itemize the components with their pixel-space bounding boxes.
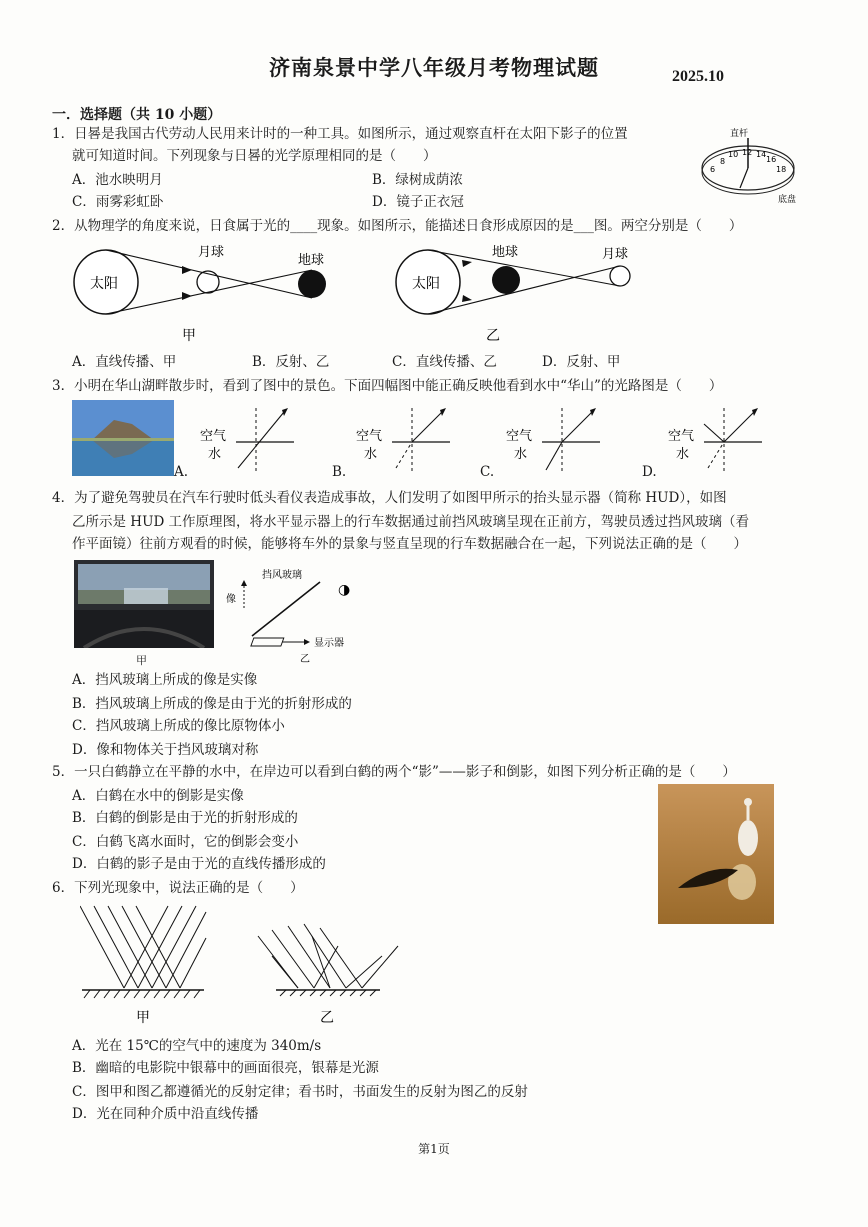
- hud-caption-jia: 甲: [136, 654, 147, 667]
- q5-option-c: C．白鹤飞离水面时，它的倒影会变小: [72, 834, 299, 850]
- q6-option-a: A．光在 15℃的空气中的速度为 340m/s: [72, 1038, 322, 1054]
- q1-option-b: B．绿树成荫浓: [372, 172, 463, 188]
- q4-option-b: B．挡风玻璃上所成的像是由于光的折射形成的: [72, 696, 352, 712]
- q4-option-d: D．像和物体关于挡风玻璃对称: [72, 742, 259, 758]
- q1-option-a: A．池水映明月: [72, 172, 163, 188]
- q3-label-a: A.: [174, 464, 189, 480]
- specular-reflection-figure: [80, 902, 210, 1026]
- q6-line1: 6．下列光现象中，说法正确的是（ ）: [52, 880, 304, 896]
- exam-date: 2025.10: [672, 68, 724, 85]
- q3-label-b: B.: [332, 464, 347, 480]
- q5-option-b: B．白鹤的倒影是由于光的折射形成的: [72, 810, 298, 826]
- q2-option-a: A．直线传播、甲: [72, 354, 177, 370]
- sundial-num-14: 14: [756, 150, 767, 159]
- q5-line1: 5．一只白鹤静立在平静的水中，在岸边可以看到白鹤的两个“影”——影子和倒影，如图下列分析正确的是（ ）: [52, 764, 736, 780]
- yi-moon-label: 月球: [602, 247, 629, 262]
- q1-line2: 就可知道时间。下列现象与日晷的光学原理相同的是（ ）: [72, 148, 437, 164]
- hud-diagram: [222, 566, 362, 666]
- yi-earth-label: 地球: [492, 245, 519, 260]
- q3-line1: 3．小明在华山湖畔散步时，看到了图中的景色。下面四幅图中能正确反映他看到水中“华山”的光路图是（ ）: [52, 378, 723, 394]
- section-title: 一．选择题（共 10 小题）: [52, 107, 222, 123]
- q4-line3: 作平面镜）往前方观看的时候，能够将车外的景象与竖直呈现的行车数据融合在一起，下列说法正确的是（ ）: [72, 536, 747, 552]
- q6-caption-jia: 甲: [136, 1010, 150, 1026]
- yi-sun-label: 太阳: [412, 276, 440, 292]
- q4-option-c: C．挡风玻璃上所成的像比原物体小: [72, 718, 285, 734]
- q2-line1: 2．从物理学的角度来说，日食属于光的____现象。如图所示，能描述日食形成原因的是___图。两空分别是（ ）: [52, 218, 743, 234]
- q5-option-a: A．白鹤在水中的倒影是实像: [72, 788, 244, 804]
- q3d-water-label: 水: [676, 447, 690, 462]
- hud-image-label: 像: [226, 594, 236, 605]
- hud-glass-label: 挡风玻璃: [262, 570, 302, 581]
- diffuse-reflection-figure: [252, 916, 402, 1026]
- q3-label-d: D.: [642, 464, 657, 480]
- hud-photo: [74, 560, 214, 648]
- q3c-water-label: 水: [514, 447, 528, 462]
- hud-caption-yi: 乙: [300, 654, 310, 665]
- sundial-num-8: 8: [720, 157, 726, 166]
- jia-caption: 甲: [182, 328, 196, 344]
- q4-line2: 乙所示是 HUD 工作原理图，将水平显示器上的行车数据通过前挡风玻璃呈现在正前方，驾驶员透过挡风玻璃（看: [72, 514, 750, 530]
- q3a-water-label: 水: [208, 447, 222, 462]
- q3a-air-label: 空气: [200, 429, 227, 444]
- crane-photo: [658, 784, 774, 924]
- page-title: 济南泉景中学八年级月考物理试题: [269, 55, 599, 80]
- sundial-figure: [696, 124, 806, 208]
- q5-option-d: D．白鹤的影子是由于光的直线传播形成的: [72, 856, 326, 872]
- sundial-base-label: 底盘: [778, 195, 797, 205]
- hud-eye-icon: ◑: [338, 582, 351, 598]
- q4-option-a: A．挡风玻璃上所成的像是实像: [72, 672, 258, 688]
- q3-diagram-a: [196, 404, 306, 474]
- lake-mountain-photo: [72, 400, 174, 476]
- hud-display-label: 显示器: [314, 638, 344, 649]
- q1-line1: 1．日晷是我国古代劳动人民用来计时的一种工具。如图所示，通过观察直杆在太阳下影子的位置: [52, 126, 628, 142]
- q6-option-d: D．光在同种介质中沿直线传播: [72, 1106, 259, 1122]
- sundial-num-16: 16: [766, 155, 777, 164]
- jia-moon-label: 月球: [198, 245, 225, 260]
- jia-sun-label: 太阳: [90, 276, 118, 292]
- eclipse-figure-yi: [392, 240, 662, 350]
- q6-caption-yi: 乙: [320, 1010, 334, 1026]
- sundial-num-18: 18: [776, 165, 787, 174]
- sundial-num-12: 12: [742, 148, 753, 157]
- q4-line1: 4．为了避免驾驶员在汽车行驶时低头看仪表造成事故，人们发明了如图甲所示的抬头显示器（简称 HUD），如图: [52, 490, 727, 506]
- q1-option-d: D．镜子正衣冠: [372, 194, 464, 210]
- q2-option-b: B．反射、乙: [252, 354, 330, 370]
- q3-diagram-b: [352, 404, 462, 474]
- q6-option-c: C．图甲和图乙都遵循光的反射定律；看书时，书面发生的反射为图乙的反射: [72, 1084, 528, 1100]
- sundial-num-10: 10: [728, 150, 739, 159]
- q6-option-b: B．幽暗的电影院中银幕中的画面很亮，银幕是光源: [72, 1060, 379, 1076]
- sundial-num-6: 6: [710, 165, 716, 174]
- q3-diagram-c: [502, 404, 612, 474]
- q3c-air-label: 空气: [506, 429, 533, 444]
- q3d-air-label: 空气: [668, 429, 695, 444]
- q3-diagram-d: [664, 404, 774, 474]
- eclipse-figure-jia: [70, 240, 360, 350]
- q2-option-d: D．反射、甲: [542, 354, 621, 370]
- jia-earth-label: 地球: [298, 253, 325, 268]
- page-number: 第1页: [418, 1142, 450, 1156]
- yi-caption: 乙: [486, 328, 500, 344]
- q3b-water-label: 水: [364, 447, 378, 462]
- q3b-air-label: 空气: [356, 429, 383, 444]
- q2-option-c: C．直线传播、乙: [392, 354, 497, 370]
- q1-option-c: C．雨雾彩虹卧: [72, 194, 164, 210]
- q3-label-c: C.: [480, 464, 495, 480]
- sundial-pole-label: 直杆: [730, 129, 749, 139]
